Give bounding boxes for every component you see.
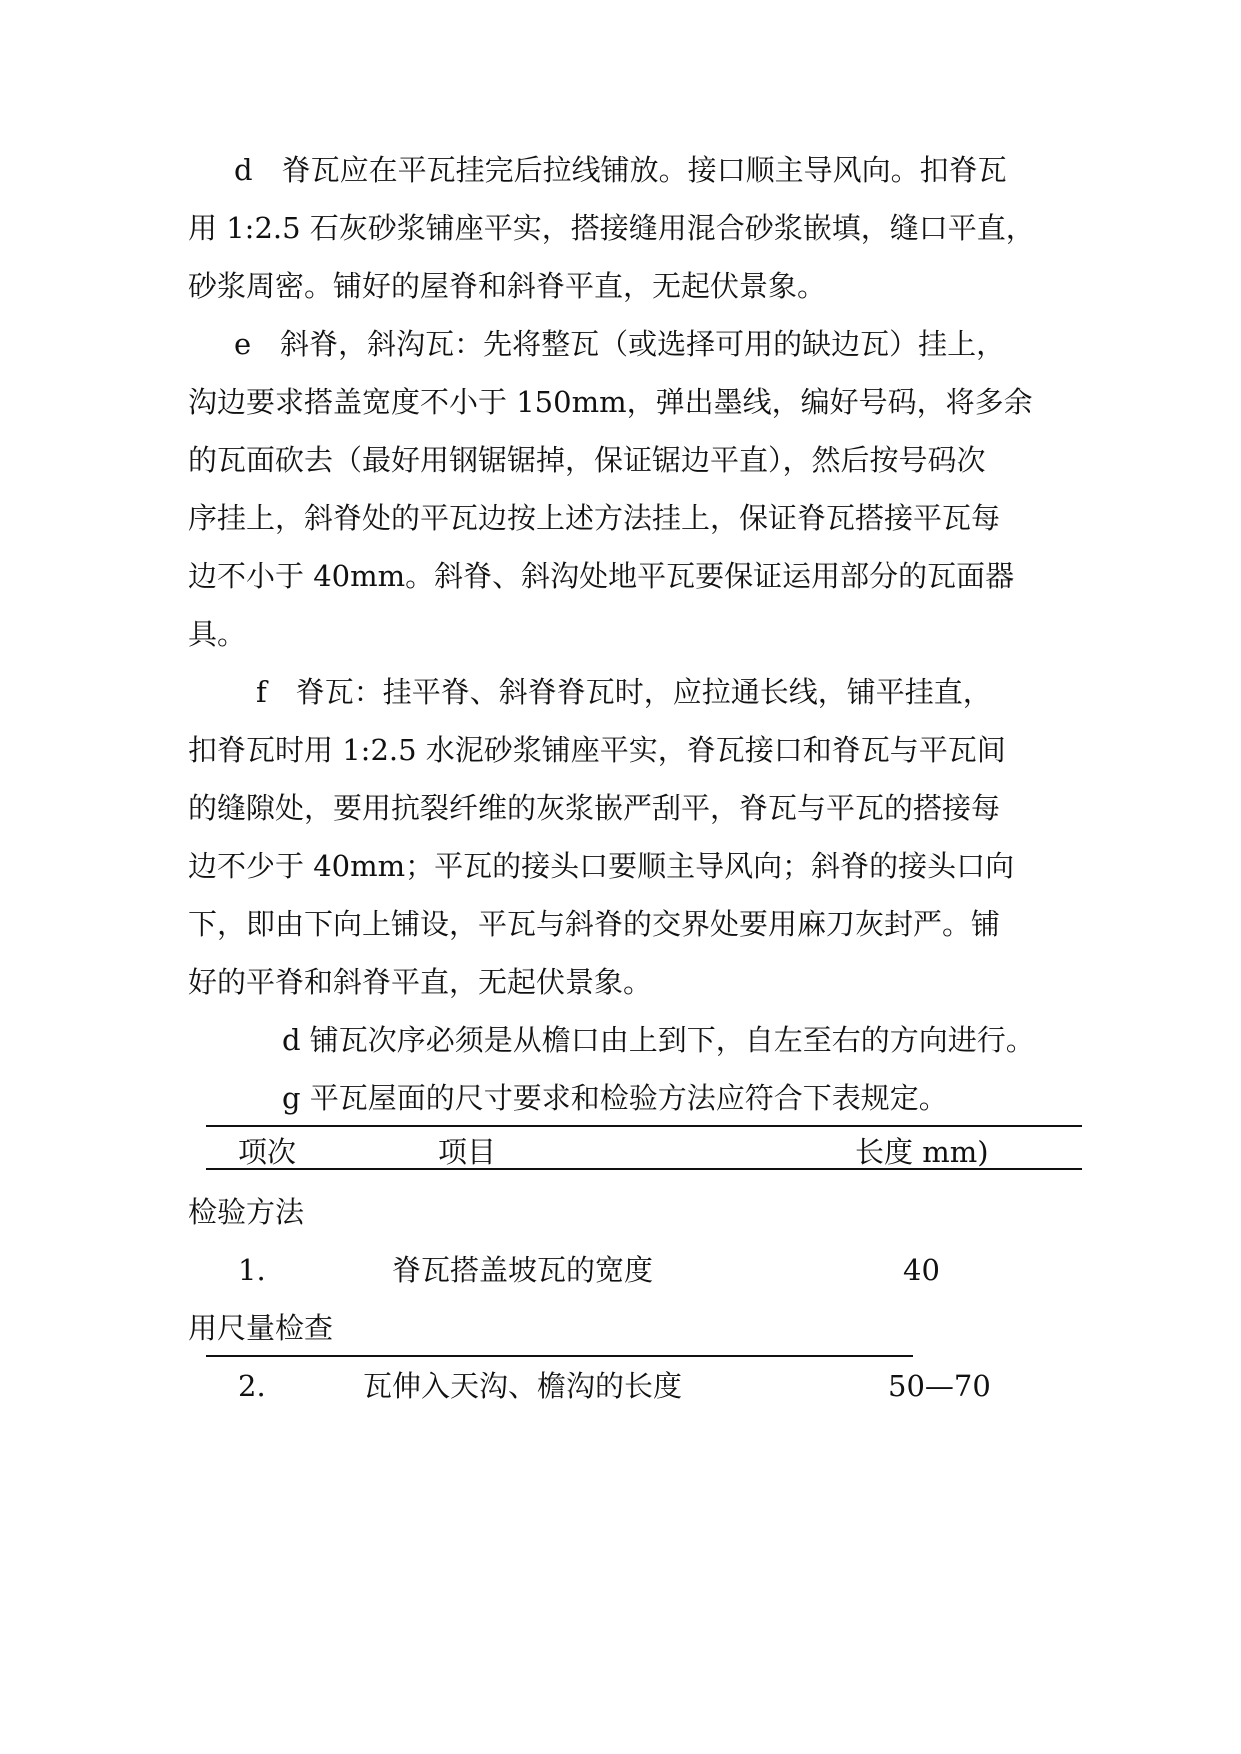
table-header-rule bbox=[206, 1168, 1082, 1170]
paragraph-d-line-1: d 脊瓦应在平瓦挂完后拉线铺放。接口顺主导风向。扣脊瓦 bbox=[234, 153, 1007, 187]
paragraph-f-line-3: 的缝隙处，要用抗裂纤维的灰浆嵌严刮平，脊瓦与平瓦的搭接每 bbox=[188, 791, 1001, 825]
paragraph-f-line-1: f 脊瓦：挂平脊、斜脊脊瓦时，应拉通长线，铺平挂直， bbox=[256, 675, 992, 709]
table-row-2-length: 50—70 bbox=[888, 1369, 991, 1403]
paragraph-e-line-6: 具。 bbox=[188, 617, 247, 651]
paragraph-d-line-2: 用 1:2.5 石灰砂浆铺座平实，搭接缝用混合砂浆嵌填，缝口平直， bbox=[188, 211, 1035, 245]
table-header-method: 检验方法 bbox=[188, 1195, 305, 1229]
table-row-2-item: 瓦伸入天沟、檐沟的长度 bbox=[363, 1369, 683, 1403]
table-header-item: 项目 bbox=[438, 1135, 497, 1169]
table-row-rule bbox=[206, 1355, 913, 1357]
table-header-index: 项次 bbox=[238, 1135, 297, 1169]
table-row-1-length: 40 bbox=[903, 1253, 940, 1287]
paragraph-f-line-4: 边不少于 40mm；平瓦的接头口要顺主导风向；斜脊的接头口向 bbox=[188, 849, 1015, 883]
paragraph-e-line-3: 的瓦面砍去（最好用钢锯锯掉，保证锯边平直），然后按号码次 bbox=[188, 443, 986, 477]
table-header-length: 长度 mm) bbox=[855, 1135, 989, 1169]
paragraph-f-line-5: 下，即由下向上铺设，平瓦与斜脊的交界处要用麻刀灰封严。铺 bbox=[188, 907, 1001, 941]
paragraph-f-line-6: 好的平脊和斜脊平直，无起伏景象。 bbox=[188, 965, 653, 999]
paragraph-e-line-2: 沟边要求搭盖宽度不小于 150mm，弹出墨线，编好号码，将多余 bbox=[188, 385, 1033, 419]
paragraph-d-line-3: 砂浆周密。铺好的屋脊和斜脊平直，无起伏景象。 bbox=[188, 269, 827, 303]
table-row-1-method: 用尺量检查 bbox=[188, 1311, 334, 1345]
paragraph-e-line-1: e 斜脊，斜沟瓦：先将整瓦（或选择可用的缺边瓦）挂上， bbox=[234, 327, 1006, 361]
paragraph-g-line: g 平瓦屋面的尺寸要求和检验方法应符合下表规定。 bbox=[282, 1081, 948, 1115]
table-top-rule bbox=[206, 1125, 1082, 1127]
table-row-1-item: 脊瓦搭盖坡瓦的宽度 bbox=[392, 1253, 654, 1287]
paragraph-f-line-2: 扣脊瓦时用 1:2.5 水泥砂浆铺座平实，脊瓦接口和脊瓦与平瓦间 bbox=[188, 733, 1006, 767]
table-row-2-index: 2. bbox=[238, 1369, 266, 1403]
paragraph-e-line-4: 序挂上，斜脊处的平瓦边按上述方法挂上，保证脊瓦搭接平瓦每 bbox=[188, 501, 1001, 535]
paragraph-e-line-5: 边不小于 40mm。斜脊、斜沟处地平瓦要保证运用部分的瓦面器 bbox=[188, 559, 1015, 593]
table-row-1-index: 1. bbox=[238, 1253, 266, 1287]
paragraph-order-line: d 铺瓦次序必须是从檐口由上到下，自左至右的方向进行。 bbox=[282, 1023, 1035, 1057]
